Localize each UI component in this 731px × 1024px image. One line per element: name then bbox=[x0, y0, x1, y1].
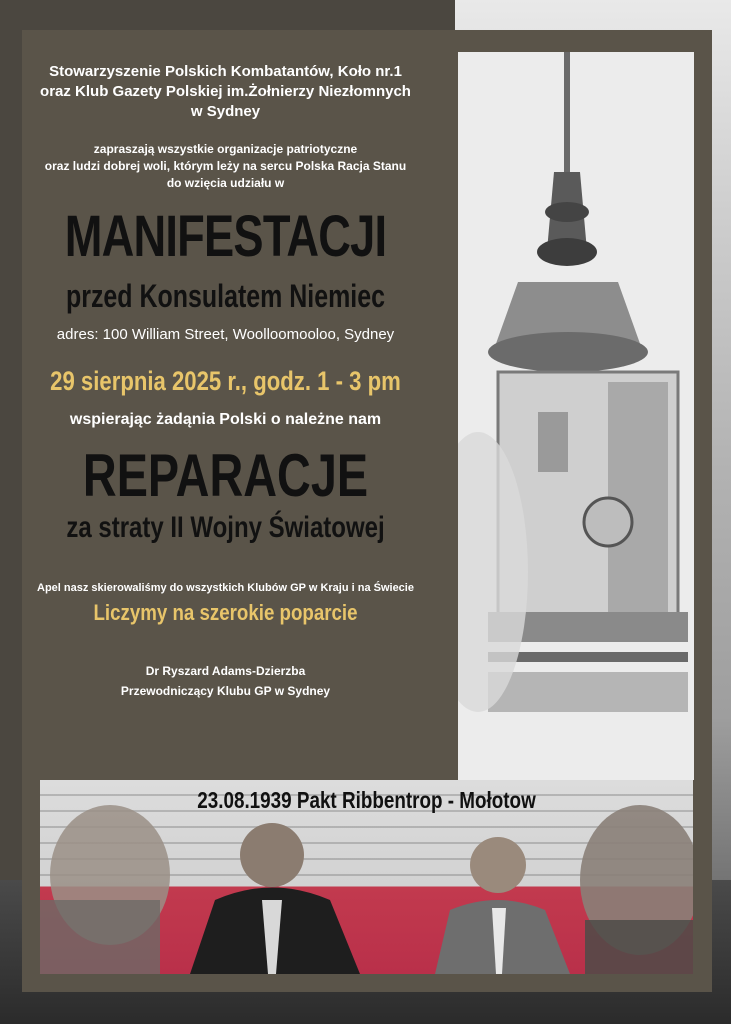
organizers-line-2: oraz Klub Gazety Polskiej im.Żołnierzy Niezłomnych bbox=[40, 83, 411, 100]
invitation-line-2: oraz ludzi dobrej woli, którym leży na sercu Polska Racja Stanu bbox=[44, 159, 407, 173]
subheadline: przed Konsulatem Niemiec bbox=[65, 278, 386, 314]
support-line: wspierając żadąnia Polski o należne nam bbox=[69, 411, 382, 428]
invitation bbox=[0, 141, 451, 192]
author-signature bbox=[0, 661, 451, 701]
pact-title: 23.08.1939 Pakt Ribbentrop - Mołotow bbox=[197, 787, 536, 813]
tower-illustration bbox=[458, 52, 694, 780]
invitation-line-1: zapraszają wszystkie organizacje patriotyczne bbox=[93, 142, 358, 156]
author-name: Dr Ryszard Adams-Dzierzba bbox=[145, 664, 306, 678]
author-title: Przewodniczący Klubu GP w Sydney bbox=[120, 684, 331, 698]
invitation-line-3: do wzięcia udziału w bbox=[166, 176, 285, 190]
address: adres: 100 William Street, Woolloomooloo, Sydney bbox=[56, 326, 395, 343]
organizers-line-1: Stowarzyszenie Polskich Kombatantów, Koło nr.1 bbox=[49, 63, 402, 80]
organizers-line-3: w Sydney bbox=[190, 103, 261, 120]
event-date: 29 sierpnia 2025 r., godz. 1 - 3 pm bbox=[50, 366, 401, 396]
organizers bbox=[0, 62, 451, 122]
appeal-text: Apel nasz skierowaliśmy do wszystkich Klubów GP w Kraju i na Świecie bbox=[37, 582, 414, 594]
reparations-subheading: za straty II Wojny Światowej bbox=[66, 511, 385, 544]
headline: MANIFESTACJI bbox=[64, 204, 387, 269]
pact-banner bbox=[40, 780, 693, 974]
call-to-action: Liczymy na szerokie poparcie bbox=[93, 600, 358, 625]
tower-photo bbox=[458, 52, 694, 780]
reparations-heading: REPARACJE bbox=[82, 442, 369, 509]
